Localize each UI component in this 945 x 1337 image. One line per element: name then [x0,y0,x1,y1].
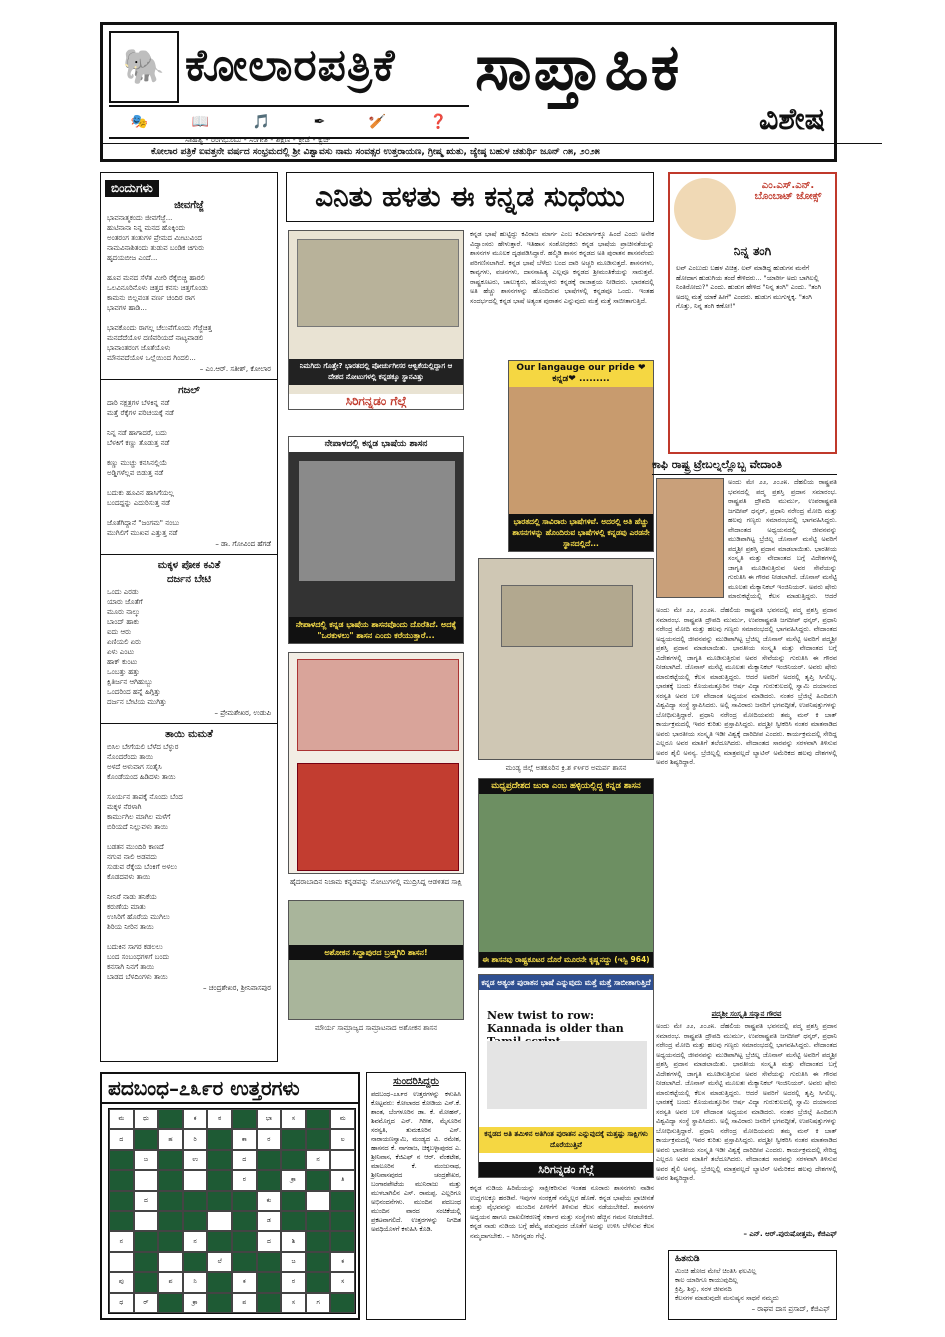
poem-byline: – ಎಂ.ಆರ್. ಸತೀಶ್, ಕೋಲಾರ [199,365,271,373]
crossword-cell [158,1150,183,1170]
masthead-left [109,31,469,144]
crossword-cell: ಪ [232,1293,257,1313]
paper-name: ಕೋಲಾರಪತ್ರಿಕೆ [185,40,396,91]
nepal-photo [299,461,455,581]
poem-text: ಒಂದು ಎರಡು ಯಾರು ಜೊತೆಗೆ ಮೂರು ನಾಲ್ಕು ಬಾಂದ್ ಹಾಕು ಐದು ಆರು ಏಣಿಯಲಿ ಏರು ಏಳು ಎಂಟು ಹಾಕ್ ಕುಂಟು ಒಂಬತ್ತು ಹತ್ತು ಕ್ಷಿತಿರ್ಜನ ಆಗಿಹುಬ್ಬು ಒಂದರಿಂದ ಹನ್ನೆ ಹಿಗ್ಗಿತ್ತು ದರ್ಜನ ಬೇಟಿಯ ಮುಗಿತ್ತು [107,588,167,706]
atakur-caption: ಮಂಡ್ಯ ಜಿಲ್ಲೆ ಅತಕೂರಿನ ಕ್ರಿ.ಶ ೯೪೯ರ ಅಮರ್ಪ ಶಾಸನ [505,764,627,772]
music-icon: 🎵 [252,114,271,130]
crossword-cell: ಲ [330,1129,355,1149]
crossword-cell [232,1252,257,1272]
pride-title: Our langauge our pride ❤ಕನ್ನಡ❤ ......... [509,361,653,387]
masthead-sketch-strip [109,105,469,139]
jura-inscription-image [478,778,654,968]
crossword-cell [158,1231,183,1251]
nepal-title: ನೇಪಾಳದಲ್ಲಿ ಕನ್ನಡ ಭಾಷೆಯ ಶಾಸನ [289,437,463,452]
jura-caption: ಈ ಶಾಸನವು ರಾಷ್ಟ್ರಕೂಟರ ದೊರೆ ಮೂರನೇ ಕೃಷ್ಣನದ್ದು (ಇಸ್ವಿ 964) [479,952,653,967]
crossword-cell [134,1252,159,1272]
crossword-cell: ಹ [158,1129,183,1149]
quiz-icon: ❓ [429,114,448,130]
crossword-cell [183,1191,208,1211]
crossword-cell [207,1211,232,1231]
crossword-cell [158,1293,183,1313]
main-headline: ಎನಿತು ಹಳತು ಈ ಕನ್ನಡ ಸುಧೆಯು [286,172,654,222]
crossword-cell [257,1252,282,1272]
divider [101,723,277,724]
newspaper-clipping [487,1041,647,1109]
crossword-cell [257,1150,282,1170]
crossword-cell: ಲೆ [207,1252,232,1272]
crossword-cell: ರ [257,1129,282,1149]
solvers-text: ಪದಬಂಧ–೭೩೯ರ ಉತ್ತರಗಳನ್ನು ಕಳುಹಿಸಿ ಕೊಟ್ಟವರು: ಕೋಲಾರದ ಕೋಡಿಯ ಎಸ್.ಕೆ. ಶಾಂತ, ಬೆಂಗಳೂರಿನ ಡಾ. ಕೆ. ಮೋಹನ್, ಶಿವಮೊಗ್ಗದ ಎನ್. ಗಿರೀಶ, ಮೈಸೂರಿನ ಸರಸ್ವತಿ, ತುಮಕೂರಿನ ಎಸ್. ನಾರಾಯಣಸ್ವಾಮಿ, ಮಂಡ್ಯದ ವಿ. ರಮೇಶ, ಹಾಸನದ ಕೆ. ನಾಗರಾಜ, ಚಿಕ್ಕಬಳ್ಳಾಪುರದ ಎ. ಶ್ರೀನಿವಾಸ, ಕೆಜಿಎಫ್ ನ ಆರ್. ವೆಂಕಟೇಶ, ಮಾಲೂರಿನ ಕೆ. ಮಂಜುನಾಥ, ಶ್ರೀನಿವಾಸಪುರದ ಚಂದ್ರಶೇಖರ, ಬಂಗಾರಪೇಟೆಯ ಮುನಿರಾಜು ಮತ್ತು ಮುಳಬಾಗಿಲಿನ ಎಸ್. ರಾಮಪ್ಪ. ಎಲ್ಲರಿಗೂ ಅಭಿನಂದನೆಗಳು. ಮುಂದಿನ ಪದಬಂಧ ಮುಂದಿನ ವಾರದ ಸಂಚಿಕೆಯಲ್ಲಿ ಪ್ರಕಟವಾಗಲಿದೆ. ಉತ್ತರಗಳನ್ನು ನಿಗದಿತ ಅವಧಿಯೊಳಗೆ ಕಳುಹಿಸಿ ಕೊಡಿ. [371,1091,461,1233]
crossword-cell: ಗ [306,1293,331,1313]
poem-title: ಗಜಲ್ [178,385,200,396]
crossword-title: ಪದಬಂಧ–೭೩೯ರ ಉತ್ತರಗಳು [102,1074,358,1104]
crossword-cell [232,1211,257,1231]
poem-byline: – ಚಂದ್ರಶೇಖರ, ಶ್ರೀನಿವಾಸಪುರ [203,984,271,992]
joke-box [668,172,837,454]
solvers-title: ಸುಂದರಿಸಿದ್ದರು [393,1076,439,1087]
article-body-top: ಕನ್ನಡ ಭಾಷೆ ಹುಟ್ಟಿದ್ದು ಕವಿರಾಜ ಮಾರ್ಗ ಎಂಬ ಕವಿಮಾರ್ಗಕ್ಕೂ ಹಿಂದೆ ಎಂದು ಅನೇಕ ವಿದ್ವಾಂಸರು ಹೇಳುತ್ತಾರೆ. ಇತಿಹಾಸ ಸಂಶೋಧಕರು ಕನ್ನಡ ಭಾಷೆಯ ಪ್ರಾಚೀನತೆಯನ್ನು ಶಾಸನಗಳ ಮೂಲಕ ದೃಢಪಡಿಸಿದ್ದಾರೆ. ಹಲ್ಮಿಡಿ ಶಾಸನ ಕನ್ನಡದ ಅತಿ ಪುರಾತನ ಶಾಸನವೆಂದು ಪರಿಗಣಿಸಲಾಗಿದೆ. ಕನ್ನಡ ಭಾಷೆ ಬೆಳೆದು ಬಂದ ದಾರಿ ಅಚ್ಚರಿ ಮೂಡಿಸುತ್ತದೆ. ಶಾಸನಗಳು, ಕಾವ್ಯಗಳು, ವಚನಗಳು, ದಾಸಸಾಹಿತ್ಯ ಎಲ್ಲವೂ ಕನ್ನಡದ ಶ್ರೀಮಂತಿಕೆಯನ್ನು ಸಾರುತ್ತವೆ. ರಾಷ್ಟ್ರಕೂಟರು, ಚಾಲುಕ್ಯರು, ಹೊಯ್ಸಳರು ಕನ್ನಡಕ್ಕೆ ರಾಜಾಶ್ರಯ ನೀಡಿದರು. ಭಾರತದಲ್ಲಿ ಅತಿ ಹೆಚ್ಚು ಶಾಸನಗಳನ್ನು ಹೊಂದಿರುವ ಭಾಷೆಗಳಲ್ಲಿ ಕನ್ನಡವೂ ಒಂದು. ಇಂತಹ ಸಂದರ್ಭದಲ್ಲಿ ಕನ್ನಡ ಭಾಷೆ ಅತ್ಯಂತ ಪುರಾತನ ಎನ್ನುವುದು ಮತ್ತೆ ಮತ್ತೆ ಸಾಬೀತಾಗುತ್ತಿದೆ. [470,230,654,305]
brahmagiri-caption: ಮೌರ್ಯ ಸಾಮ್ರಾಜ್ಯದ ಸಾಮ್ರಾಟನಾದ ಅಶೋಕನ ಶಾಸನ [314,1024,438,1032]
article-text-top: ಅಂದು ಮೇ ೨೨, ೨೦೨೫. ದೆಹಲಿಯ ರಾಷ್ಟ್ರಪತಿ ಭವನದಲ್ಲಿ ಪದ್ಮ ಪ್ರಶಸ್ತಿ ಪ್ರದಾನ ಸಮಾರಂಭ. ರಾಷ್ಟ್ರಪತಿ ದ್ರೌಪದಿ ಮುರ್ಮು, ಉಪರಾಷ್ಟ್ರಪತಿ ಜಗದೀಪ್ ಧನ್ಕರ್, ಪ್ರಧಾನಿ ನರೇಂದ್ರ ಮೋದಿ ಮತ್ತು ಹಲವು ಗಣ್ಯರು ಸಮಾರಂಭದಲ್ಲಿ ಭಾಗವಹಿಸಿದ್ದರು. ವೇದಾಂತದ ಅಧ್ಯಯನದಲ್ಲಿ ಜೀವನವನ್ನು ಮುಡಿಪಾಗಿಟ್ಟ ಬ್ರೆಜಿಲ್ನ ಜೊನಾಸ್ ಮಸೆಟ್ಟಿ ಅವರಿಗೆ ಪದ್ಮಶ್ರೀ ಪ್ರಶಸ್ತಿ ಪ್ರದಾನ ಮಾಡಲಾಯಿತು. ಭಾರತೀಯ ಸಂಸ್ಕೃತಿ ಮತ್ತು ವೇದಾಂತದ ಬಗ್ಗೆ ವಿದೇಶಗಳಲ್ಲಿ ಜಾಗೃತಿ ಮೂಡಿಸುತ್ತಿರುವ ಅವರ ಸೇವೆಯನ್ನು ಗುರುತಿಸಿ ಈ ಗೌರವ ನೀಡಲಾಗಿದೆ. ಜೊನಾಸ್ ಮಸೆಟ್ಟಿ ಮೂಲತಃ ಮೆಕ್ಯಾನಿಕಲ್ ಇಂಜಿನಿಯರ್. ಅವರು ಷೇರು ಮಾರುಕಟ್ಟೆಯಲ್ಲಿ ಕೆಲಸ ಮಾಡುತ್ತಿದ್ದರು. ಆದರೆ [728,478,837,600]
crossword-cell: ಠ [207,1109,232,1129]
crossword-cell [134,1231,159,1251]
nizam-note-image [288,652,464,874]
crossword-cell: ಜ [134,1150,159,1170]
crossword-cell: ತಿ [330,1170,355,1190]
crossword-cell: ಕ [330,1252,355,1272]
crossword-cell [134,1272,159,1292]
crossword-answers [100,1072,360,1320]
crossword-cell [330,1293,355,1313]
crossword-cell [109,1252,134,1272]
crossword-cell [158,1170,183,1190]
crossword-cell [232,1109,257,1129]
brand-label: ಸಿರಿಗನ್ನಡಂ ಗೆಲ್ಗೆ [289,394,463,409]
crossword-cell: ಜ [281,1252,306,1272]
crossword-cell [109,1191,134,1211]
poem-text: ಭಾವನಾತ್ಮಕಂದು ಜೀವಗೆಜ್ಜೆ... ಹುಟಿನಾನಾ ನಿನ್ನ ಮನದ ಹೊಕ್ಕಿಂದು ಅಂತರಂಗ ತಂತುಗಳ ಪ್ರೇಮದ ಮೀಟುವಿಂದ ನಾಮವಿನಾಶಿತಂದು ತುಡುವ ಬಂಡಿಕ ಚಿಗುರು ಹೃದಯಬೀಜ ಎಂದೆ... ಹೂವ ಮನದ ಸೆಳೆತ ಮೀರಿ ರೆಕ್ಕೆಬಿಚ್ಚಿ ಹಾರಲಿ ಒಲವಿನೂರಿನೊಳು ಚಿತ್ತದ ಕನಸು ಚಿತ್ತಗೊಂಡು ಕಾಮನು ಬಿಲ್ಲವಂತ ವರ್ಣ ಚಂದಿರ ರಾಗ ಭಾವಗಳ ಹಾಡಿ... ಭಾವಕೊಂದು ರಾಗಲ್ಲ ಚೆಲುವೆಗೊಂದು ಗೆಜ್ಜೆಚಿತ್ತ ಮನದೆದೆಯೊಳ ದಣಿವರಿಯದೆ ನಾಟ್ಯವಾಡಲಿ ಭಾವಾಂತರಂಗ ಜೊತೆಯೊಳು ಮೌನವದೆಯೊಳ ಒಲ್ಲೆಯಿಂದ ಗಿಂದಲಿ... [107,214,212,362]
crossword-cell: ದ [257,1231,282,1251]
crossword-cell [281,1191,306,1211]
crossword-cell: ದ [109,1129,134,1149]
crossword-cell: ಧ [109,1293,134,1313]
crossword-cell [306,1170,331,1190]
crossword-cell [207,1150,232,1170]
crossword-cell: ಪ [158,1272,183,1292]
brand-label: ಸಿರಿಗನ್ನಡಂ ಗೆಲ್ಗೆ [479,1162,653,1177]
banknote-image [288,230,464,410]
crossword-cell: ಸ [330,1272,355,1292]
poem-title: ದರ್ಜನ ಬೇಟಿ [166,574,212,585]
crossword-cell: ಧು [134,1109,159,1129]
poem-byline: – ಡಾ. ಗೋವಿಂದ ಹೆಗಡೆ [215,540,271,548]
crossword-cell [306,1109,331,1129]
article-byline: – ಎನ್. ಆರ್.ಪುರುಷೋತ್ತಮ, ಕೆಜಿಎಫ್ [743,1230,837,1238]
kannada-older-image [478,974,654,1178]
crossword-cell: ರ [281,1272,306,1292]
crossword-cell [183,1170,208,1190]
dateline: ಕೋಲಾರ ಪತ್ರಿಕೆ ಐವತ್ತನೇ ವರ್ಷದ ಸಂಭ್ರಮದಲ್ಲಿ ಶ್ರೀ ವಿಶ್ವಾವಸು ನಾಮ ಸಂವತ್ಸರ ಉತ್ತರಾಯಣ, ಗ್ರೀಷ್ಮ ಋತು, ಜ್ಯೇಷ್ಠ ಬಹುಳ ಚತುರ್ಥಿ ಜೂನ್ ೧೫, ೨೦೨೫ [103,143,882,160]
poem-byline: – ಪ್ರೇಮಶೇಖರ, ಉಡುಪಿ [214,709,271,717]
crossword-cell: ನ [183,1231,208,1251]
section-tag: ಬಿಂದುಗಳು [105,180,159,197]
poem-text: ಬಿಸಿಲ ಬೇಗೆಯಲಿ ಬೆಳೆದ ಬೆಳ್ಳುರ ನೊಂದರೆಂದು ತಾಯಿ ಅಳದೆ ಅಳುವಾಗ ಸಂತೈಸಿ ಕೊಂಡೆಯಂದ ಹಿಡಿದಳು ತಾಯಿ ಸೂರ್ಯನ ತಾಪಕ್ಕೆ ನೊಂದು ಬೆಂದ ಮಕ್ಕಳ ನೆರಳಾಗಿ ಕಾರ್ಮುಗಿಲ ಮಾಗಿಲ ಮಳೆಗೆ ಬಿರಿಯದೆ ನಿಲ್ಲುವಳು ತಾಯಿ ಬಡತನ ಮುಂದಿರಿ ಕಾಣದೆ ನಗುವ ನಾಲಿ ಅಡವದು ಸುಡುವ ರೆಕ್ಕೆಯ ಬೆಂಕಿಗೆ ಅಳಲು ಕೊಡದವಳು ತಾಯಿ ನೀನಿರೆ ನಾಡು ತನಿಕೆಯ ಕರುಣೆಯ ಮಾತು ಉಸಿರಿಗೆ ಹೊರೆಯ ಮುಗಿಲು ಶಿರಿಯ ನೀರಿನ ತಾಯಿ ಬದುಕಿನ ಸಾಗರ ಕಡಲಲು ಬಂದ ಸಂಬಂಧಗಳಿಗೆ ಬಂದು ಕನಸಾಗಿ ನಿನಗೆ ತಾಯಿ ಬಾಡದ ಬೆಳದಿಂಗಳು ತಾಯಿ [107,743,183,981]
crossword-cell [281,1150,306,1170]
crossword-cell [134,1129,159,1149]
crossword-cell [306,1211,331,1231]
crossword-cell: ನ [306,1150,331,1170]
crossword-cell [207,1129,232,1149]
nizam-caption: ಹೈದರಾಬಾದಿನ ನಿಜಾಮ ಕನ್ನಡವನ್ನು ನೋಟುಗಳಲ್ಲಿ ಮುದ್ರಿಸಿದ್ದ ಆಡಳಿತದ ಸಾಕ್ಷಿ [290,878,462,886]
atakur-inscription-image [478,558,654,760]
crossword-cell: ನ [109,1231,134,1251]
crossword-cell: ರಿ [183,1129,208,1149]
crossword-cell [330,1191,355,1211]
joke-title: ನಿನ್ನ ತಂಗಿ [733,244,772,258]
crossword-cell: ಕಾ [232,1129,257,1149]
pride-image [508,360,654,552]
crossword-cell [281,1129,306,1149]
crossword-cell [257,1272,282,1292]
crossword-cell [306,1252,331,1272]
solvers-box [366,1072,466,1320]
crossword-cell: ರ್ [134,1293,159,1313]
crossword-cell: ಪು [109,1272,134,1292]
crossword-cell: ಮ [109,1109,134,1129]
poem-text: ದಾರಿ ನಕ್ಷತ್ರಗಳ ಬೆಳಕಿನ್ನ ನಡೆ ಮತ್ತೆ ರೆಕ್ಕೆಗಳ ಪರಿಚಯಕ್ಕೆ ನಡೆ ನಿನ್ನ ನಡೆ ಹಾಗಾದರೆ, ಬದು ಬೆಳಕಿಗೆ ಕಣ್ಣು ತೊಡುತ್ತ ನಡೆ ಕಣ್ಣು ಮುಚ್ಚು ಕನಸಿನಲ್ಲಿಯೆ ಅಡ್ಡಿಗಳೆಲ್ಲವ ಬಿಡುತ್ತ ನಡೆ ಬದುಕು ಹೂವಿನ ಹಾಸಿಗೆಯಲ್ಲ ಬಂದದ್ದನ್ನು ಎದುರಿಸುತ್ತ ನಡೆ ಜೊತೆಗಿದ್ದಾನೆ "ಜಂಗಮ" ನಂಬು ಮುಗಿಲಿಗೆ ಮುಖವ ಎತ್ತುತ್ತ ನಡೆ [107,399,180,537]
crossword-cell: ರ [232,1170,257,1190]
poem-title: ಜೀವಗೆಜ್ಜೆ [174,200,204,211]
joke-tag: ಎಂ.ಎಸ್.ಎನ್. ಬೊಂಬಾಟ್ ಜೋಕ್ಸ್ [754,180,822,202]
newspaper-page [100,22,837,1320]
crossword-cell [281,1211,306,1231]
brahmagiri-title: ಅಶೋಕನ ಸಿದ್ದಾಪುರದ ಬ್ರಹ್ಮಗಿರಿ ಶಾಸನ! [289,945,463,960]
divider [101,554,277,555]
crossword-cell: ಕು [257,1191,282,1211]
crossword-cell [257,1293,282,1313]
left-column [100,172,278,1062]
crossword-cell: ಭಾ [257,1109,282,1129]
drama-mask-icon: 🎭 [130,114,149,130]
note-1 [297,659,459,751]
crossword-cell [330,1211,355,1231]
crossword-cell: ಕ [183,1109,208,1129]
article-body-bottom: ಕನ್ನಡ ನುಡಿಯ ಹಿರಿಮೆಯನ್ನು ಸಾಕ್ಷೀಕರಿಸುವ ಇಂತಹ ನೂರಾರು ಶಾಸನಗಳು ನಾಡಿನ ಉದ್ದಗಲಕ್ಕೂ ಹರಡಿವೆ. ಇವುಗಳ ಸಂರಕ್ಷಣೆ ನಮ್ಮೆಲ್ಲರ ಹೊಣೆ. ಕನ್ನಡ ಭಾಷೆಯ ಪ್ರಾಚೀನತೆ ಮತ್ತು ವೈಭವವನ್ನು ಮುಂದಿನ ಪೀಳಿಗೆಗೆ ತಿಳಿಸುವ ಕೆಲಸ ನಡೆಯಬೇಕಿದೆ. ಶಾಸನಗಳ ಅಧ್ಯಯನ ಹಾಗೂ ದಾಖಲೀಕರಣಕ್ಕೆ ಸರ್ಕಾರ ಮತ್ತು ಸಂಸ್ಥೆಗಳು ಹೆಚ್ಚಿನ ಗಮನ ನೀಡಬೇಕಿದೆ. ಕನ್ನಡ ನಾಡು ನುಡಿಯ ಬಗ್ಗೆ ಹೆಮ್ಮೆ ಪಡುವುದರ ಜೊತೆಗೆ ಅದನ್ನು ಉಳಿಸಿ ಬೆಳೆಸುವ ಕೆಲಸ ನಮ್ಮದಾಗಬೇಕು. – ಸಿರಿಗನ್ನಡಂ ಗೆಲ್ಗೆ. [470,1184,654,1240]
banknote-caption: ನಿಮಗಿದು ಗೊತ್ತೇ? ಭಾರತದಲ್ಲಿ ಪೋರ್ಚುಗೀಸರ ಆಳ್ವಿಕೆಯಲ್ಲಿದ್ದಾಗ ಆ ದೇಶದ ನೋಟುಗಳಲ್ಲಿ ಕನ್ನಡಕ್ಕೂ ಸ್ಥಾನವಿತ್ತು [289,359,463,385]
masthead [100,22,837,162]
crossword-cell [207,1170,232,1190]
crossword-cell [306,1129,331,1149]
quote-byline: – ರಾಘವ ದಾಸ ಪ್ರಸಾದ್, ಕೆಜಿಎಫ್ [751,1305,830,1313]
crossword-cell: ನಿ [183,1272,208,1292]
older-top-caption: ಕನ್ನಡ ಅತ್ಯಂತ ಪುರಾತನ ಭಾಷೆ ಎನ್ನುವುದು ಮತ್ತೆ ಮತ್ತೆ ಸಾಬೀತಾಗುತ್ತಿದೆ [479,975,653,990]
crossword-cell [306,1191,331,1211]
banknote-picture [297,239,459,327]
crossword-cell: ಡ [257,1211,282,1231]
crossword-cell: ಶಿ [281,1231,306,1251]
crossword-cell [207,1231,232,1251]
article-subheading: ಪದ್ಮಶ್ರೀ ಸಂಸ್ಕೃತಿ ಸನ್ಮಾನ ಗೌರವ [711,1010,782,1018]
sports-icon: 🏏 [368,114,387,130]
crossword-cell [232,1191,257,1211]
crossword-cell: ಸ [281,1109,306,1129]
article-text-bottom: ಅಂದು ಮೇ ೨೨, ೨೦೨೫. ದೆಹಲಿಯ ರಾಷ್ಟ್ರಪತಿ ಭವನದಲ್ಲಿ ಪದ್ಮ ಪ್ರಶಸ್ತಿ ಪ್ರದಾನ ಸಮಾರಂಭ. ರಾಷ್ಟ್ರಪತಿ ದ್ರೌಪದಿ ಮುರ್ಮು, ಉಪರಾಷ್ಟ್ರಪತಿ ಜಗದೀಪ್ ಧನ್ಕರ್, ಪ್ರಧಾನಿ ನರೇಂದ್ರ ಮೋದಿ ಮತ್ತು ಹಲವು ಗಣ್ಯರು ಸಮಾರಂಭದಲ್ಲಿ ಭಾಗವಹಿಸಿದ್ದರು. ವೇದಾಂತದ ಅಧ್ಯಯನದಲ್ಲಿ ಜೀವನವನ್ನು ಮುಡಿಪಾಗಿಟ್ಟ ಬ್ರೆಜಿಲ್ನ ಜೊನಾಸ್ ಮಸೆಟ್ಟಿ ಅವರಿಗೆ ಪದ್ಮಶ್ರೀ ಪ್ರಶಸ್ತಿ ಪ್ರದಾನ ಮಾಡಲಾಯಿತು. ಭಾರತೀಯ ಸಂಸ್ಕೃತಿ ಮತ್ತು ವೇದಾಂತದ ಬಗ್ಗೆ ವಿದೇಶಗಳಲ್ಲಿ ಜಾಗೃತಿ ಮೂಡಿಸುತ್ತಿರುವ ಅವರ ಸೇವೆಯನ್ನು ಗುರುತಿಸಿ ಈ ಗೌರವ ನೀಡಲಾಗಿದೆ. ಜೊನಾಸ್ ಮಸೆಟ್ಟಿ ಮೂಲತಃ ಮೆಕ್ಯಾನಿಕಲ್ ಇಂಜಿನಿಯರ್. ಅವರು ಷೇರು ಮಾರುಕಟ್ಟೆಯಲ್ಲಿ ಕೆಲಸ ಮಾಡುತ್ತಿದ್ದರು. ಆದರೆ ಅವರಿಗೆ ಅದರಲ್ಲಿ ತೃಪ್ತಿ ಸಿಗಲಿಲ್ಲ. ಭಾರತಕ್ಕೆ ಬಂದು ಕೊಯಮತ್ತೂರಿನ ಆರ್ಷ ವಿದ್ಯಾ ಗುರುಕುಲದಲ್ಲಿ ಸ್ವಾಮಿ ದಯಾನಂದ ಸರಸ್ವತಿ ಅವರ ಬಳಿ ವೇದಾಂತ ಅಧ್ಯಯನ ಮಾಡಿದರು. ನಂತರ ಬ್ರೆಜಿಲ್ಗೆ ಹಿಂದಿರುಗಿ ವಿಶ್ವವಿದ್ಯಾ ಸಂಸ್ಥೆ ಸ್ಥಾಪಿಸಿದರು. ಅಲ್ಲಿ ಸಾವಿರಾರು ಜನರಿಗೆ ಭಗವದ್ಗೀತೆ, ಉಪನಿಷತ್ತುಗಳನ್ನು ಬೋಧಿಸುತ್ತಿದ್ದಾರೆ. ಪ್ರಧಾನಿ ನರೇಂದ್ರ ಮೋದಿಯವರು ತಮ್ಮ ಮನ್ ಕಿ ಬಾತ್ ಕಾರ್ಯಕ್ರಮದಲ್ಲಿ ಇವರ ಕುರಿತು ಪ್ರಸ್ತಾಪಿಸಿದ್ದರು. ಪದ್ಮಶ್ರೀ ಸ್ವೀಕರಿಸಿ ನಂತರ ಮಾತನಾಡಿದ ಅವರು ಭಾರತೀಯ ಸಂಸ್ಕೃತಿ ಇಡೀ ವಿಶ್ವಕ್ಕೆ ದಾರಿದೀಪ ಎಂದರು. ಕಾರ್ಯಕ್ರಮದಲ್ಲಿ ಸೇರಿದ್ದ ಎಲ್ಲರೂ ಅವರ ಮಾತಿಗೆ ತಲೆದೂಗಿದರು. ವೇದಾಂತದ ಸಾರವನ್ನು ಸರಳವಾಗಿ ತಿಳಿಸುವ ಅವರ ಶೈಲಿ ಅನನ್ಯ. ಬ್ರೆಜಿಲ್ನಲ್ಲಿ ಮಾತ್ರವಲ್ಲದೆ ಲ್ಯಾಟಿನ್ ಅಮೆರಿಕದ ಹಲವು ದೇಶಗಳಲ್ಲಿ ಅವರ ಶಿಷ್ಯರಿದ್ದಾರೆ. [656,1022,837,1182]
crossword-cell [109,1170,134,1190]
crossword-cell [183,1252,208,1272]
crossword-cell: ಸ [281,1293,306,1313]
crossword-cell: ಕ್ರಾ [281,1170,306,1190]
crossword-cell [306,1231,331,1251]
supplement-subtitle: ವಿಶೇಷ [758,102,825,137]
older-headline: New twist to row: Kannada is older than [487,1009,624,1035]
brahmagiri-image [288,900,464,1020]
jura-title: ಮಧ್ಯಪ್ರದೇಶದ ಜುರಾ ಎಂಬ ಹಳ್ಳಿಯಲ್ಲಿದ್ದ ಕನ್ನಡ ಶಾಸನ [479,779,653,794]
crossword-cell [330,1231,355,1251]
joke-text: ಲವ್ ಎಂಬುದು ಬಹಳ ವಿಚಿತ್ರ. ಲವ್ ಮಾಡಿದ್ದ ಹುಡುಗನ ಮನೆಗೆ ಹೋದಾಗ ಹುಡುಗಿಯ ತಂದೆ ಕೇಳಿದರು... "ಯಾರ್ರೀ ಅದು ಬಾಗಿಲಲ್ಲಿ ನಿಂತಿರೋದು?" ಎಂದು. ಹುಡುಗ ಹೇಳಿದ "ನಿನ್ನ ತಂಗಿ" ಎಂದು. "ತಂಗಿ ಅದಲ್ಲ ಮತ್ತೆ ಯಾಕೆ ಹೀಗೆ" ಎಂದರು. ಹುಡುಗ ಮುಗುಳ್ನಕ್ಕ. "ತಂಗಿ ಗೊತ್ತು, ನಿನ್ನ ತಂಗಿ ಕಣೋ!" [676,264,822,310]
crossword-cell [109,1211,134,1231]
crossword-cell: ದ [232,1150,257,1170]
quote-box [668,1250,837,1320]
quote-text: ಮಿಂಚಿ ಹೋದ ಮೇಲೆ ಚಿಂತಿಸಿ ಫಲವಿಲ್ಲ ಕಾಲ ಯಾರಿಗೂ ಕಾಯುವುದಿಲ್ಲ ಕ್ರಿಪ್ತಿ, ಶಿಸ್ತು, ಸರಳ ಜೀವನದಿ ಕೆಲಸಗಳ ಮಾಡುವುದೇ ಮನುಷ್ಯನ ಸಾಧನೆ ನಮ್ಮದು [675,1267,779,1302]
cartoon-face-icon [674,178,736,240]
divider [101,379,277,380]
crossword-cell [158,1211,183,1231]
crossword-cell: ಕ [232,1272,257,1292]
crossword-cell [158,1191,183,1211]
elephant-logo-icon: 🐘 [109,31,179,103]
crossword-cell [207,1272,232,1292]
crossword-cell: ಮ [330,1109,355,1129]
inscription-stone [501,585,633,647]
book-icon: 📖 [191,114,210,130]
crossword-cell [330,1150,355,1170]
older-caption: ಕನ್ನಡದ ಅತಿ ತಮಿಳಿನ ಅತಿಗಿಂತ ಪುರಾತನ ಎನ್ನುವುದಕ್ಕೆ ಮತ್ತಷ್ಟು ಸಾಕ್ಷಿಗಳು ದೊರೆಯುತ್ತಿವೆ [479,1127,653,1153]
crossword-cell [109,1150,134,1170]
crossword-cell [134,1211,159,1231]
crossword-cell [207,1293,232,1313]
pen-icon: ✒ [313,114,326,130]
crossword-cell [183,1211,208,1231]
crossword-cell: ದ [134,1191,159,1211]
nepal-caption: ನೇಪಾಳದಲ್ಲಿ ಕನ್ನಡ ಭಾಷೆಯ ಶಾಸನವೊಂದು ದೊರೆತಿದೆ. ಅದಕ್ಕೆ "ಒರಕುಳಲು" ಶಾಸನ ಎಂದು ಕರೆಯುತ್ತಾರೆ... [289,617,463,643]
article-title: ಕಾಫಿ ರಾಷ್ಟ್ರ ಟ್ರೇಬಲ್ನಲ್ಲೊಬ್ಬ ವೇದಾಂತಿ [652,458,837,475]
quote-title: ಹಿತನುಡಿ [675,1254,700,1264]
crossword-cell: ಕ್ರಾ [183,1293,208,1313]
crossword-cell: ಉ [183,1150,208,1170]
crossword-cell [232,1231,257,1251]
article-text: ಅಂದು ಮೇ ೨೨, ೨೦೨೫. ದೆಹಲಿಯ ರಾಷ್ಟ್ರಪತಿ ಭವನದಲ್ಲಿ ಪದ್ಮ ಪ್ರಶಸ್ತಿ ಪ್ರದಾನ ಸಮಾರಂಭ. ರಾಷ್ಟ್ರಪತಿ ದ್ರೌಪದಿ ಮುರ್ಮು, ಉಪರಾಷ್ಟ್ರಪತಿ ಜಗದೀಪ್ ಧನ್ಕರ್, ಪ್ರಧಾನಿ ನರೇಂದ್ರ ಮೋದಿ ಮತ್ತು ಹಲವು ಗಣ್ಯರು ಸಮಾರಂಭದಲ್ಲಿ ಭಾಗವಹಿಸಿದ್ದರು. ವೇದಾಂತದ ಅಧ್ಯಯನದಲ್ಲಿ ಜೀವನವನ್ನು ಮುಡಿಪಾಗಿಟ್ಟ ಬ್ರೆಜಿಲ್ನ ಜೊನಾಸ್ ಮಸೆಟ್ಟಿ ಅವರಿಗೆ ಪದ್ಮಶ್ರೀ ಪ್ರಶಸ್ತಿ ಪ್ರದಾನ ಮಾಡಲಾಯಿತು. ಭಾರತೀಯ ಸಂಸ್ಕೃತಿ ಮತ್ತು ವೇದಾಂತದ ಬಗ್ಗೆ ವಿದೇಶಗಳಲ್ಲಿ ಜಾಗೃತಿ ಮೂಡಿಸುತ್ತಿರುವ ಅವರ ಸೇವೆಯನ್ನು ಗುರುತಿಸಿ ಈ ಗೌರವ ನೀಡಲಾಗಿದೆ. ಜೊನಾಸ್ ಮಸೆಟ್ಟಿ ಮೂಲತಃ ಮೆಕ್ಯಾನಿಕಲ್ ಇಂಜಿನಿಯರ್. ಅವರು ಷೇರು ಮಾರುಕಟ್ಟೆಯಲ್ಲಿ ಕೆಲಸ ಮಾಡುತ್ತಿದ್ದರು. ಆದರೆ ಅವರಿಗೆ ಅದರಲ್ಲಿ ತೃಪ್ತಿ ಸಿಗಲಿಲ್ಲ. ಭಾರತಕ್ಕೆ ಬಂದು ಕೊಯಮತ್ತೂರಿನ ಆರ್ಷ ವಿದ್ಯಾ ಗುರುಕುಲದಲ್ಲಿ ಸ್ವಾಮಿ ದಯಾನಂದ ಸರಸ್ವತಿ ಅವರ ಬಳಿ ವೇದಾಂತ ಅಧ್ಯಯನ ಮಾಡಿದರು. ನಂತರ ಬ್ರೆಜಿಲ್ಗೆ ಹಿಂದಿರುಗಿ ವಿಶ್ವವಿದ್ಯಾ ಸಂಸ್ಥೆ ಸ್ಥಾಪಿಸಿದರು. ಅಲ್ಲಿ ಸಾವಿರಾರು ಜನರಿಗೆ ಭಗವದ್ಗೀತೆ, ಉಪನಿಷತ್ತುಗಳನ್ನು ಬೋಧಿಸುತ್ತಿದ್ದಾರೆ. ಪ್ರಧಾನಿ ನರೇಂದ್ರ ಮೋದಿಯವರು ತಮ್ಮ ಮನ್ ಕಿ ಬಾತ್ ಕಾರ್ಯಕ್ರಮದಲ್ಲಿ ಇವರ ಕುರಿತು ಪ್ರಸ್ತಾಪಿಸಿದ್ದರು. ಪದ್ಮಶ್ರೀ ಸ್ವೀಕರಿಸಿ ನಂತರ ಮಾತನಾಡಿದ ಅವರು ಭಾರತೀಯ ಸಂಸ್ಕೃತಿ ಇಡೀ ವಿಶ್ವಕ್ಕೆ ದಾರಿದೀಪ ಎಂದರು. ಕಾರ್ಯಕ್ರಮದಲ್ಲಿ ಸೇರಿದ್ದ ಎಲ್ಲರೂ ಅವರ ಮಾತಿಗೆ ತಲೆದೂಗಿದರು. ವೇದಾಂತದ ಸಾರವನ್ನು ಸರಳವಾಗಿ ತಿಳಿಸುವ ಅವರ ಶೈಲಿ ಅನನ್ಯ. ಬ್ರೆಜಿಲ್ನಲ್ಲಿ ಮಾತ್ರವಲ್ಲದೆ ಲ್ಯಾಟಿನ್ ಅಮೆರಿಕದ ಹಲವು ದೇಶಗಳಲ್ಲಿ ಅವರ ಶಿಷ್ಯರಿದ್ದಾರೆ. [656,606,837,766]
crossword-cell [306,1272,331,1292]
crossword-cell [158,1252,183,1272]
note-2 [297,763,459,871]
masthead-right [475,29,831,141]
crossword-cell [257,1170,282,1190]
crossword-cell [158,1109,183,1129]
poem-title: ಮಕ್ಕಳ ಪೋಕ ಕವಿತೆ [157,560,221,571]
crossword-grid [108,1108,356,1314]
poem-title: ತಾಯಿ ಮಮತೆ [165,729,213,740]
supplement-name: ಸಾಪ್ತಾಹಿಕ [475,30,682,105]
pride-caption: ಭಾರತದಲ್ಲಿ ಸಾವಿರಾರು ಭಾಷೆಗಳಿವೆ. ಅದರಲ್ಲಿ ಅತಿ ಹೆಚ್ಚು ಶಾಸನಗಳನ್ನು ಹೊಂದಿರುವ ಭಾಷೆಗಳಲ್ಲಿ ಕನ್ನಡವು ಎರಡನೇ ಸ್ಥಾನದಲ್ಲಿದೆ... [509,514,653,551]
award-photo [656,478,724,598]
crossword-cell [207,1191,232,1211]
crossword-cell [134,1170,159,1190]
nepal-inscription-image [288,436,464,644]
masthead-sections: ಸಾಹಿತ್ಯ - ರಂಗಭೂಮಿ - ಸಂಗೀತ - ಶಿಕ್ಷಣ - ಕ್ರೀಡೆ - ಕ್ವಿಜ್ [185,135,332,144]
